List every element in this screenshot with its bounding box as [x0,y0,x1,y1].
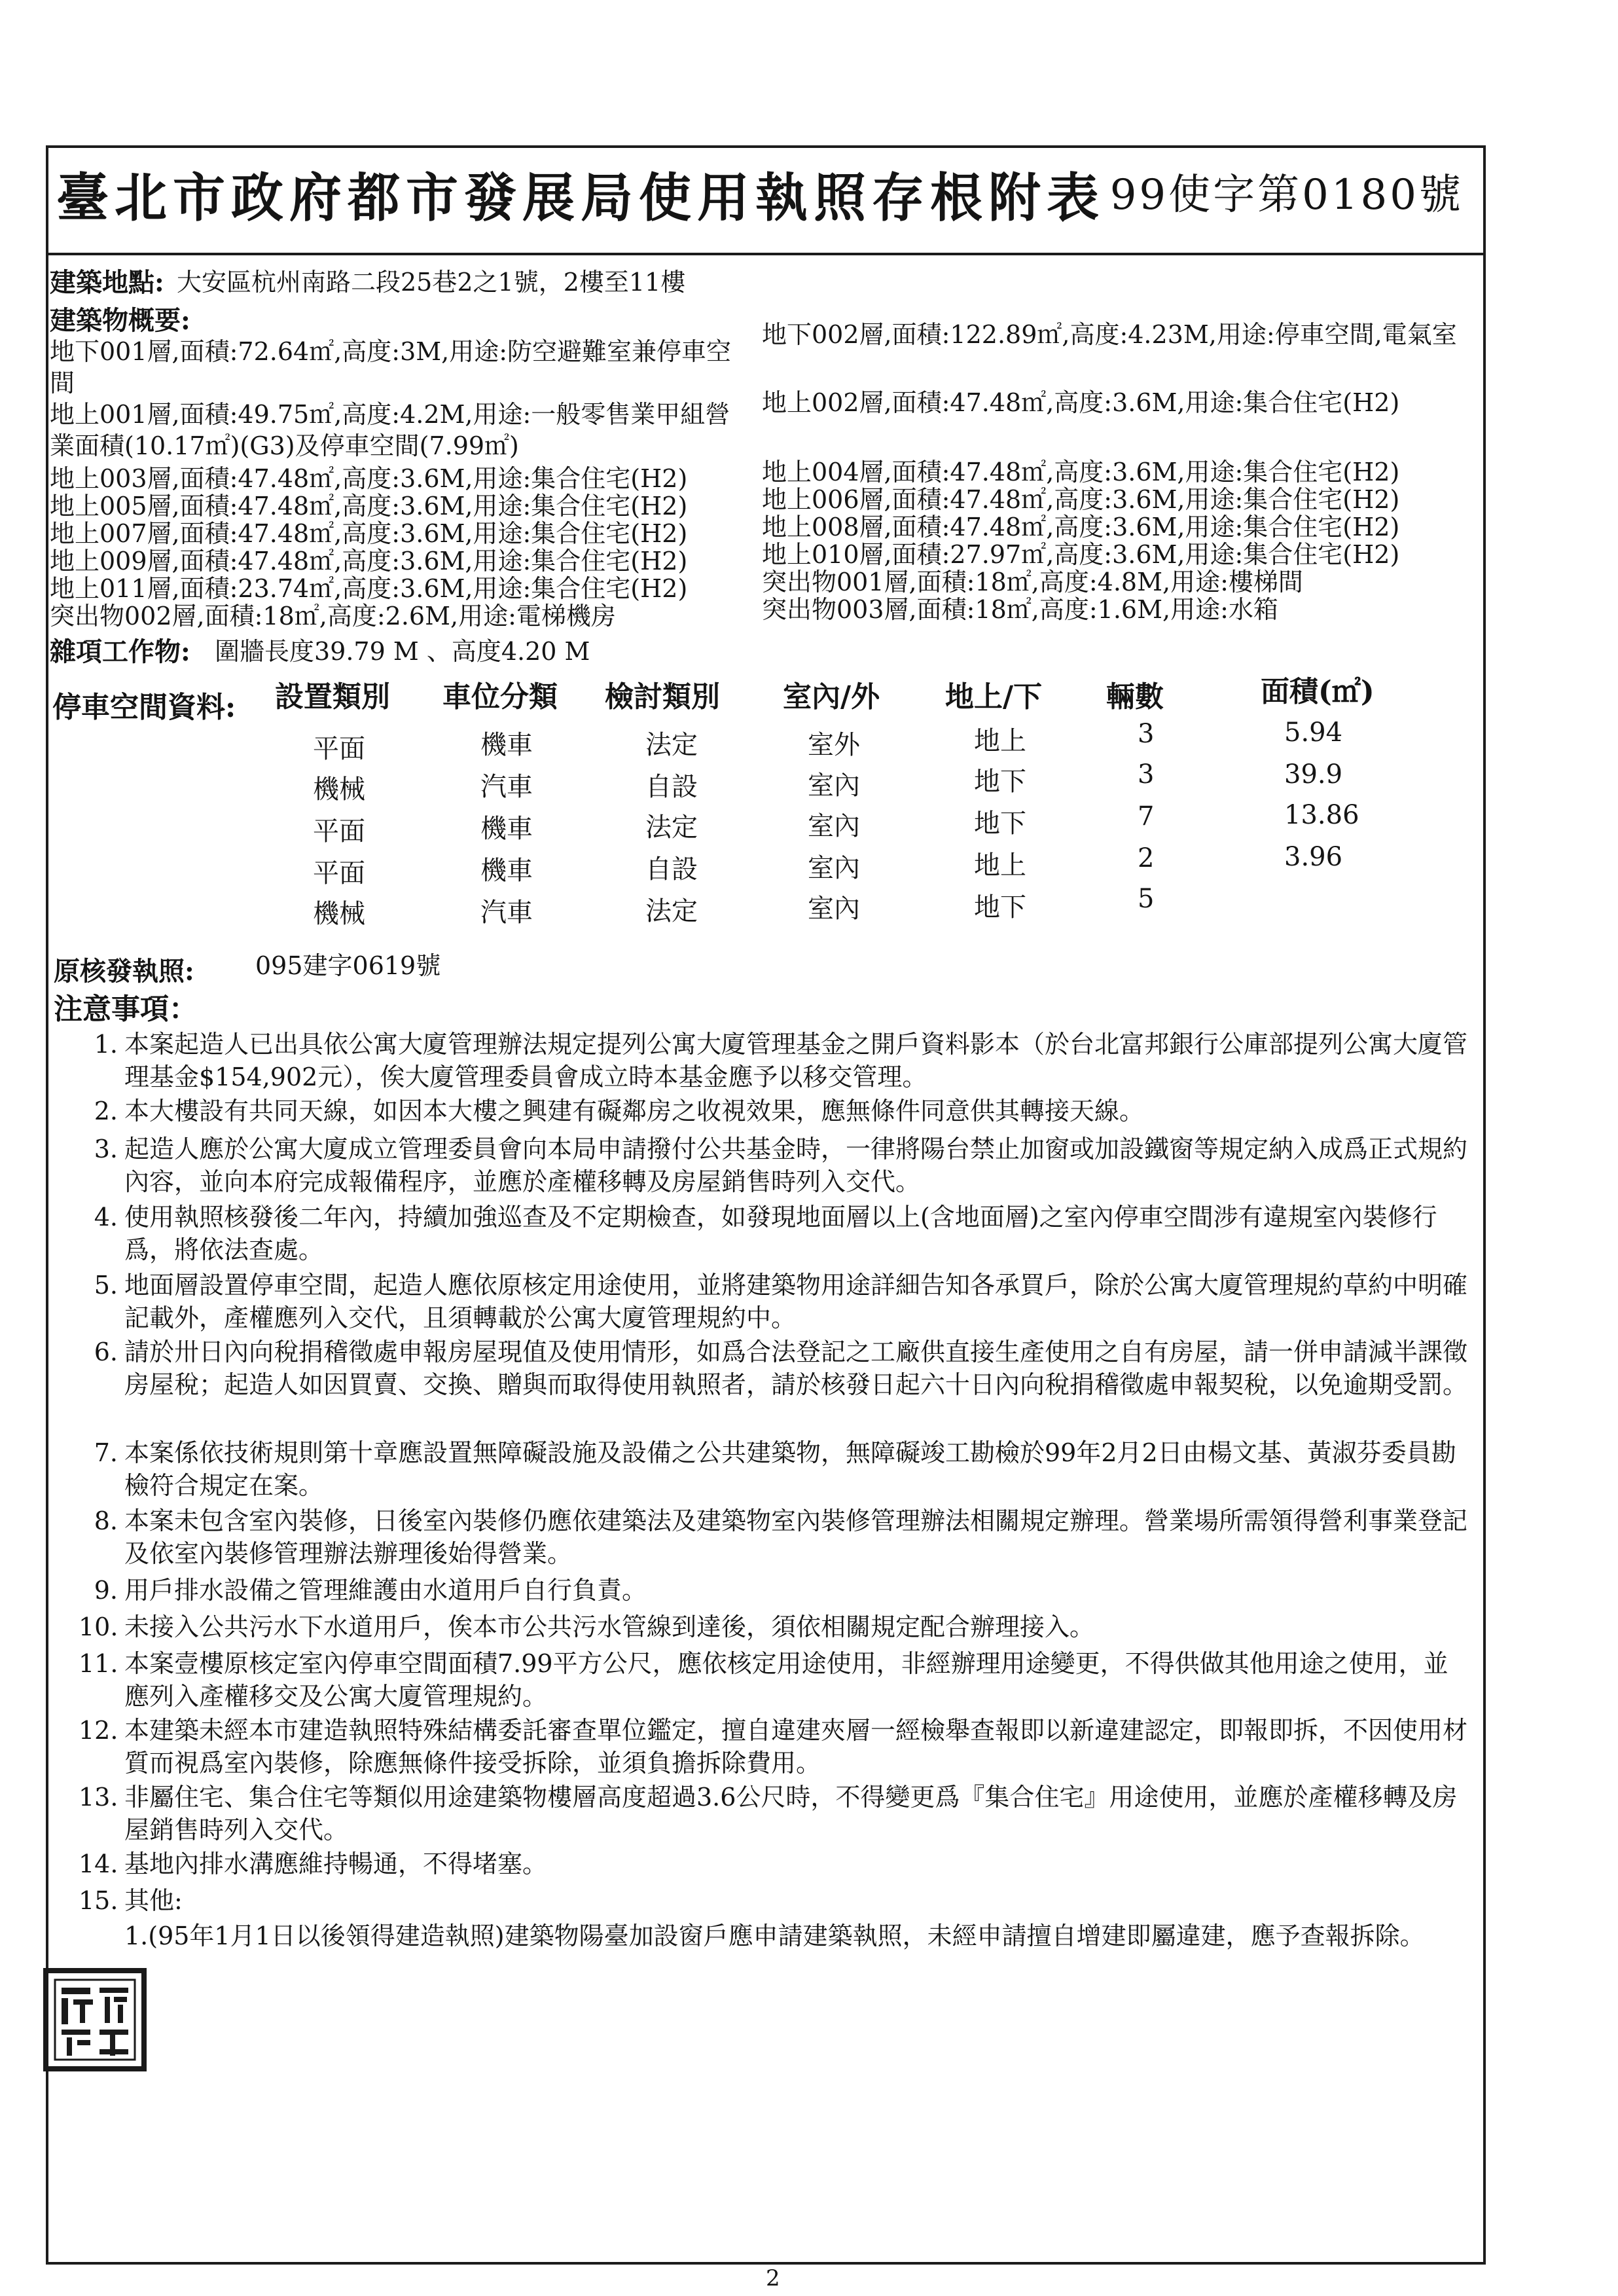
table-cell: 地上 [974,850,1026,881]
parking-header-cell: 面積(㎡) [1261,675,1375,708]
list-item: 2. 本大樓設有共同天線，如因本大樓之興建有礙鄰房之收視效果，應無條件同意供其轉接天線。 [94,1097,1145,1125]
table-cell: 室外 [808,730,860,760]
table-cell: 39.9 [1284,759,1343,790]
parking-label: 停車空間資料: [52,691,236,724]
parking-header-cell: 地上/下 [945,680,1043,714]
list-item: 11. 本案壹樓原核定室內停車空間面積7.99平方公尺，應依核定用途使用，非經辦理用途變更，不得供做其他用途之使用，並應列入產權移交及公寓大廈管理規約。 [79,1649,1448,1711]
table-cell: 室內 [808,771,860,801]
overview-right-line: 突出物003層,面積:18㎡,高度:1.6M,用途:水箱 [762,595,1278,624]
table-cell: 3 [1138,759,1155,790]
misc-works-label: 雜項工作物: [50,636,190,667]
table-cell: 3 [1138,719,1155,749]
list-item: 3. 起造人應於公寓大廈成立管理委員會向本局申請撥付公共基金時，一律將陽台禁止加窗或加設鐵窗等規定納入成爲正式規約內容，並向本府完成報備程序，並應於產權移轉及房屋銷售時列入交代。 [94,1135,1468,1196]
overview-right-line: 地下002層,面積:122.89㎡,高度:4.23M,用途:停車空間,電氣室 [762,320,1457,349]
table-cell: 地下 [974,892,1026,922]
table-cell: 地下 [974,767,1026,797]
table-cell: 13.86 [1284,800,1359,830]
overview-left-line: 業面積(10.17㎡)(G3)及停車空間(7.99㎡) [50,431,519,460]
table-cell: 法定 [645,896,698,926]
table-cell: 5.94 [1284,718,1343,748]
list-item: 9. 用戶排水設備之管理維護由水道用戶自行負責。 [94,1576,647,1605]
table-cell: 機械 [313,774,365,805]
parking-header-cell: 車位分類 [442,680,558,714]
list-item: 8. 本案未包含室內裝修，日後室內裝修仍應依建築法及建築物室內裝修管理辦法相關規定辦理。營業場所需領得營利事業登記及依室內裝修管理辦法辦理後始得營業。 [94,1506,1468,1568]
list-item: 1. 本案起造人已出具依公寓大廈管理辦法規定提列公寓大廈管理基金之開戶資料影本（於台北富邦銀行公庫部提列公寓大廈管理基金$154,902元），俟大廈管理委員會成立時本基金應予以移交管理。 [94,1030,1468,1091]
table-cell: 法定 [645,812,698,843]
table-cell: 機車 [480,730,533,760]
table-cell: 平面 [313,734,365,764]
table-cell: 室內 [808,894,860,924]
overview-right-line: 地上008層,面積:47.48㎡,高度:3.6M,用途:集合住宅(H2) [762,513,1400,541]
parking-header-cell: 室內/外 [783,680,880,714]
overview-left-line: 地上007層,面積:47.48㎡,高度:3.6M,用途:集合住宅(H2) [50,519,688,548]
table-cell: 機械 [313,899,365,929]
table-cell: 平面 [313,816,365,847]
overview-left-line: 地上005層,面積:47.48㎡,高度:3.6M,用途:集合住宅(H2) [50,492,688,520]
overview-right-line: 地上004層,面積:47.48㎡,高度:3.6M,用途:集合住宅(H2) [762,458,1400,486]
overview-right-line: 地上010層,面積:27.97㎡,高度:3.6M,用途:集合住宅(H2) [762,540,1400,569]
overview-left-line: 間 [50,369,75,397]
table-cell: 3.96 [1284,842,1343,872]
table-cell: 地下 [974,809,1026,839]
table-cell: 機車 [480,814,533,844]
table-cell: 5 [1138,884,1155,914]
table-cell: 法定 [645,730,698,760]
list-item: 7. 本案係依技術規則第十章應設置無障礙設施及設備之公共建築物，無障礙竣工勘檢於99年2月2日由楊文基、黃淑芬委員勘檢符合規定在案。 [94,1438,1456,1500]
official-seal-stamp [33,1964,164,2082]
parking-header-cell: 輛數 [1106,680,1164,714]
overview-right-line: 地上002層,面積:47.48㎡,高度:3.6M,用途:集合住宅(H2) [762,388,1400,417]
parking-header-cell: 檢討類別 [605,680,720,714]
table-cell: 自設 [645,854,698,884]
list-item: 12. 本建築未經本市建造執照特殊結構委託審查單位鑑定，擅自違建夾層一經檢舉查報即以新違建認定，即報即拆，不因使用材質而視爲室內裝修，除應無條件接受拆除，並須負擔拆除費用。 [79,1716,1468,1777]
overview-left-line: 地上003層,面積:47.48㎡,高度:3.6M,用途:集合住宅(H2) [50,464,688,493]
table-cell: 自設 [645,772,698,802]
table-cell: 地上 [974,726,1026,756]
overview-left-line: 地上011層,面積:23.74㎡,高度:3.6M,用途:集合住宅(H2) [50,574,688,603]
list-item: 15. 其他: [79,1886,183,1915]
misc-works-value: 圍牆長度39.79 M 、高度4.20 M [215,637,590,666]
original-permit-label: 原核發執照: [54,956,194,987]
site-label: 建築地點: [50,267,164,298]
list-item: 6. 請於卅日內向稅捐稽徵處申報房屋現值及使用情形，如爲合法登記之工廠供直接生產使用之自有房屋，請一併申請減半課徵房屋稅；起造人如因買賣、交換、贈與而取得使用執照者，請於核發日起六十日內向稅捐稽徵處申報契稅，以免逾期受罰。 [94,1338,1468,1399]
title-bar [46,145,1486,255]
parking-header-cell: 設置類別 [275,680,390,714]
table-cell: 平面 [313,858,365,888]
overview-left-line: 地下001層,面積:72.64㎡,高度:3M,用途:防空避難室兼停車空 [50,337,732,366]
table-cell: 機車 [480,856,533,886]
table-cell: 室內 [808,853,860,883]
list-item: 13. 非屬住宅、集合住宅等類似用途建築物樓層高度超過3.6公尺時，不得變更爲『集合住宅』用途使用，並應於產權移轉及房屋銷售時列入交代。 [79,1783,1458,1844]
overview-left-line: 地上001層,面積:49.75㎡,高度:4.2M,用途:一般零售業甲組營 [50,400,730,429]
overview-label: 建築物概要: [50,305,190,336]
list-item: 10. 未接入公共污水下水道用戶，俟本市公共污水管線到達後，須依相關規定配合辦理接入。 [79,1613,1095,1641]
overview-left-line: 地上009層,面積:47.48㎡,高度:3.6M,用途:集合住宅(H2) [50,547,688,575]
table-cell: 汽車 [480,772,533,802]
overview-right-line: 地上006層,面積:47.48㎡,高度:3.6M,用途:集合住宅(H2) [762,485,1400,514]
notes-label: 注意事項： [54,993,198,1026]
list-item: 5. 地面層設置停車空間，起造人應依原核定用途使用，並將建築物用途詳細告知各承買戶，除於公寓大廈管理規約草約中明確記載外，產權應列入交代，且須轉載於公寓大廈管理規約中。 [94,1271,1468,1332]
table-cell: 汽車 [480,898,533,928]
list-item: 4. 使用執照核發後二年內，持續加強巡查及不定期檢查，如發現地面層以上(含地面層)之室內停車空間涉有違規室內裝修行爲，將依法查處。 [94,1203,1437,1264]
sub-item: 1.(95年1月1日以後領得建造執照)建築物陽臺加設窗戶應申請建築執照，未經申請擅自增建即屬違建，應予查報拆除。 [124,1922,1425,1950]
document-title: 臺北市政府都市發展局使用執照存根附表 [56,167,1105,228]
overview-left-line: 突出物002層,面積:18㎡,高度:2.6M,用途:電梯機房 [50,602,616,630]
overview-right-line: 突出物001層,面積:18㎡,高度:4.8M,用途:樓梯間 [762,568,1303,596]
table-cell: 室內 [808,811,860,841]
original-permit-value: 095建字0619號 [255,951,441,980]
table-cell: 2 [1138,843,1155,873]
page-number: 2 [766,2265,780,2291]
permit-number: 99使字第0180號 [1109,171,1464,219]
site-value: 大安區杭州南路二段25巷2之1號，2樓至11樓 [177,268,686,297]
table-cell: 7 [1138,801,1155,831]
list-item: 14. 基地內排水溝應維持暢通，不得堵塞。 [79,1850,548,1878]
